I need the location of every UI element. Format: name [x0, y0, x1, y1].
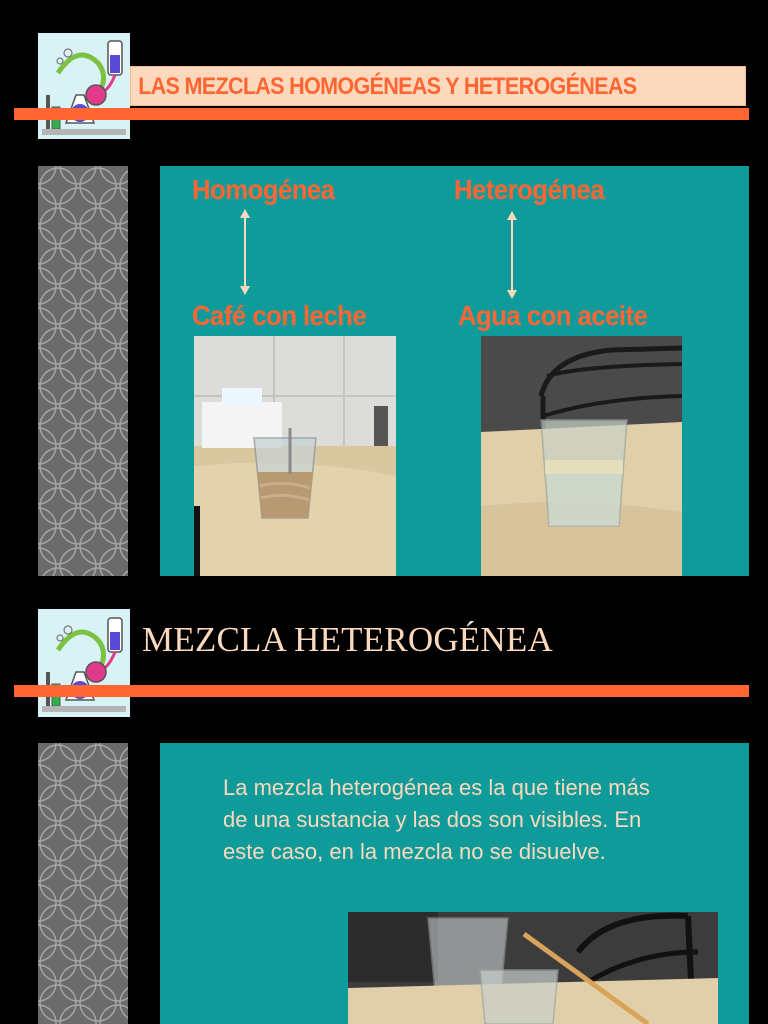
title-rule	[14, 108, 749, 120]
double-arrow-vertical-icon	[238, 208, 252, 296]
coffee-with-milk-label: Café con leche	[192, 300, 367, 331]
double-arrow-vertical-icon	[505, 210, 519, 300]
definition-paragraph: La mezcla heterogénea es la que tiene más de una sustancia y las dos son visibles. En este caso, en la mezcla no se disuelve.	[223, 775, 650, 864]
heterogeneous-mixture-photo	[348, 912, 718, 1024]
decorative-strip	[38, 166, 128, 576]
water-with-oil-photo	[481, 336, 682, 576]
chemistry-lab-icon	[38, 33, 130, 139]
coffee-with-milk-photo	[194, 336, 396, 576]
decorative-strip	[38, 743, 128, 1024]
homogeneous-heading: Homogénea	[192, 174, 335, 205]
chemistry-lab-icon	[38, 609, 130, 717]
title-rule	[14, 685, 749, 697]
title-banner	[130, 66, 746, 106]
heterogeneous-heading: Heterogénea	[454, 174, 604, 205]
page-title: LAS MEZCLAS HOMOGÉNEAS Y HETEROGÉNEAS	[138, 73, 637, 100]
section-title: MEZCLA HETEROGÉNEA	[142, 620, 553, 659]
water-with-oil-label: Agua con aceite	[458, 300, 648, 331]
